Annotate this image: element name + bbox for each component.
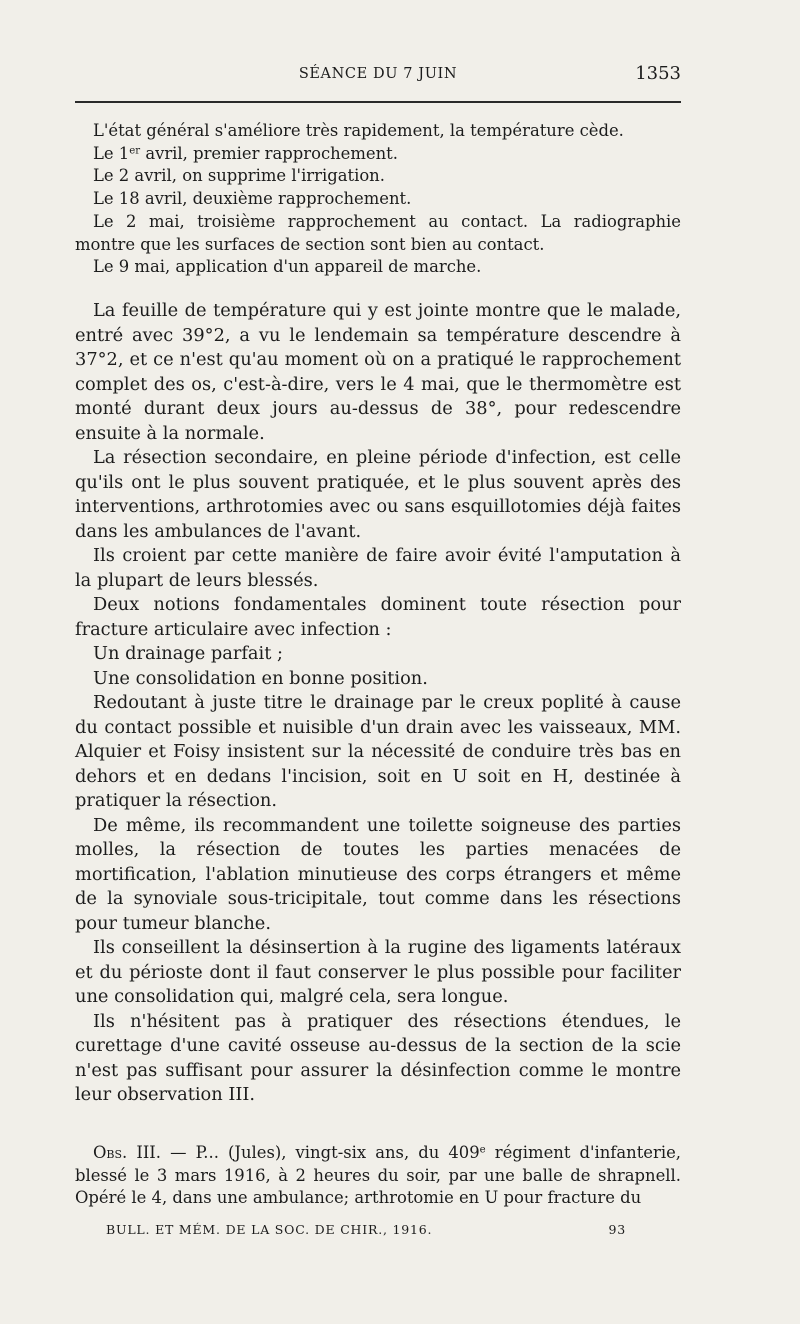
case-notes: [75, 120, 681, 279]
regiment-superscript: e: [479, 1144, 486, 1156]
paragraph: Ils n'hésitent pas à pratiquer des résections étendues, le curettage d'une cavité osseuse au-dessus de la section de la scie n'est pas suffisant pour assurer la désinfection comme le montre leur observation III.: [75, 1010, 681, 1105]
paragraph: De même, ils recommandent une toilette soigneuse des parties molles, la résection de toutes les parties menacées de mortification, l'ablation minutieuse des corps étrangers et même de la synoviale sous-tricipitale, tout comme dans les résections pour tumeur blanche.: [75, 814, 681, 934]
paragraph: Deux notions fondamentales dominent toute résection pour fracture articulaire avec infection :: [75, 594, 681, 640]
case-note-line: L'état général s'améliore très rapidement, la température cède.: [93, 121, 624, 140]
case-note-line: [75, 143, 681, 166]
running-header: [75, 63, 681, 89]
ordinal-superscript: er: [129, 145, 141, 157]
observation-text: — P... (Jules), vingt-six ans, du 409: [161, 1143, 480, 1162]
paragraph: La feuille de température qui y est jointe montre que le malade, entré avec 39°2, a vu le lendemain sa température descendre à 37°2, et ce n'est qu'au moment où on a pratiqué le rapprochement complet des os, c'est-à-dire, vers le 4 mai, que le thermomètre est monté durant deux jours au-dessus de 38°, pour redescendre ensuite à la normale.: [75, 300, 681, 444]
journal-citation: BULL. ET MÉM. DE LA SOC. DE CHIR., 1916.: [106, 1222, 433, 1237]
signature-number: 93: [608, 1222, 626, 1237]
case-note-line: Le 2 avril, on supprime l'irrigation.: [93, 166, 385, 186]
running-title: SÉANCE DU 7 JUIN: [298, 66, 458, 82]
paragraph: Ils croient par cette manière de faire avoir évité l'amputation à la plupart de leurs blessés.: [75, 545, 681, 591]
paragraph: Une consolidation en bonne position.: [93, 667, 428, 689]
header-rule: [75, 101, 681, 103]
case-note-line: Le 9 mai, application d'un appareil de marche.: [93, 257, 482, 277]
case-note-line: Le 2 mai, troisième rapprochement au contact. La radiographie montre que les surfaces de section sont bien au contact.: [75, 211, 681, 254]
paragraph: La résection secondaire, en pleine période d'infection, est celle qu'ils ont le plus souvent pratiquée, et le plus souvent après des interventions, arthrotomies avec ou sans esquillotomies déjà faites dans les ambulances de l'avant.: [75, 447, 681, 542]
paragraph: Redoutant à juste titre le drainage par le creux poplité à cause du contact possible et nuisible d'un drain avec les vaisseaux, MM. Alquier et Foisy insistent sur la nécessité de conduire très bas en dehors et en dedans l'incision, soit en U soit en H, destinée à pratiquer la résection.: [75, 692, 681, 811]
page-footer: [106, 1222, 626, 1242]
observation-block: [75, 1142, 681, 1210]
case-note-text: avril, premier rapprochement.: [140, 143, 398, 163]
case-note-date: Le 1: [93, 143, 130, 163]
page-number: 1353: [635, 63, 681, 84]
observation-text-continued: régiment d'infanterie, blessé le 3 mars 1916, à 2 heures du soir, par une balle de shrapnell. Opéré le 4, dans une ambulance; arthrotomie en U pour fracture du: [75, 1143, 681, 1208]
observation-paragraph: [75, 1142, 681, 1210]
main-text: [75, 299, 681, 1108]
case-note-line: Le 18 avril, deuxième rapprochement.: [93, 189, 412, 209]
observation-label: Obs. III.: [93, 1143, 161, 1162]
paragraph: Un drainage parfait ;: [93, 643, 284, 664]
paragraph: Ils conseillent la désinsertion à la rugine des ligaments latéraux et du périoste dont il faut conserver le plus possible pour faciliter une consolidation qui, malgré cela, sera longue.: [75, 937, 681, 1007]
